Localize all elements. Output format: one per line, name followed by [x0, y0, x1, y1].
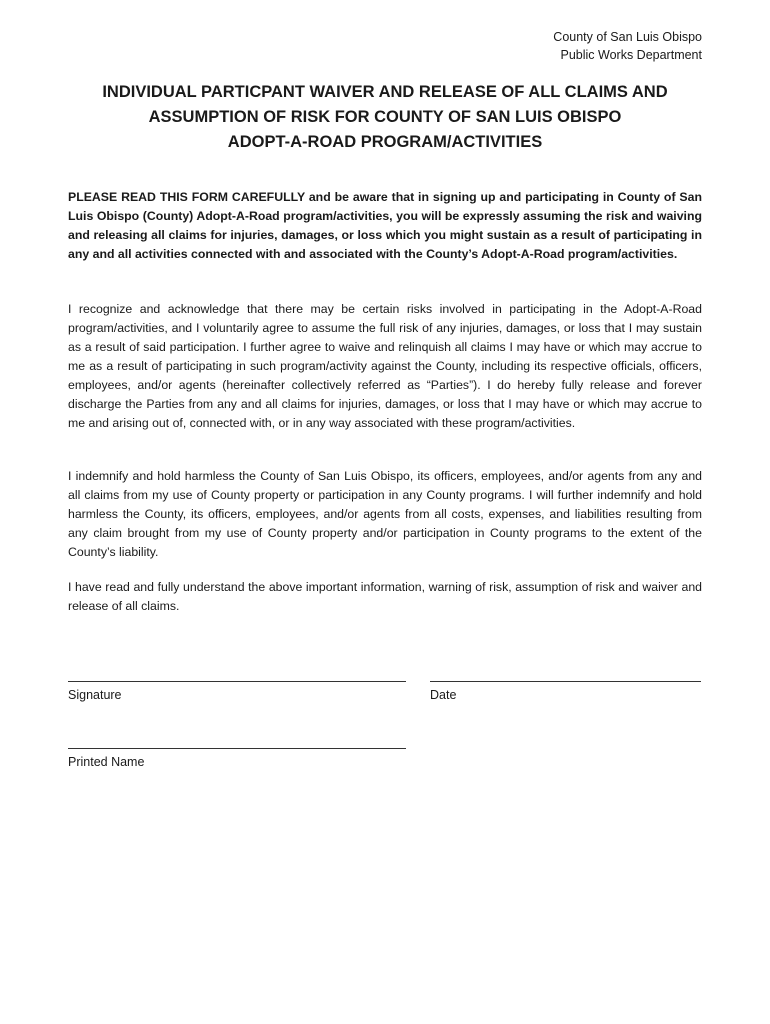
signature-label: Signature — [68, 688, 122, 702]
date-label: Date — [430, 688, 457, 702]
title-line-3: ADOPT-A-ROAD PROGRAM/ACTIVITIES — [227, 133, 543, 151]
header-county: County of San Luis Obispo — [553, 30, 702, 44]
title-line-1: INDIVIDUAL PARTICPANT WAIVER AND RELEASE OF ALL CLAIMS AND — [102, 83, 668, 101]
acknowledgement-paragraph: I recognize and acknowledge that there may be certain risks involved in participating in the Adopt-A-Road program/activities, and I voluntarily agree to assume the full risk of any injuries, damages, or loss that I may sustain as a result of said participation. I further agree to waive and relinquish all claims I may have or which may accrue to me as a result of participating in such program/activity against the County, including its respective officials, officers, employees, and/or agents (hereinafter collectively referred as “Parties”). I do hereby fully release and forever discharge the Parties from any and all claims for injuries, damages, or loss that I may have or which may accrue to me and arising out of, connected with, or in any way associated with these program/activities. — [68, 302, 702, 430]
printed-name-line[interactable] — [68, 748, 406, 749]
header-address — [553, 28, 702, 64]
printed-name-label: Printed Name — [68, 755, 145, 769]
signature-line[interactable] — [68, 681, 406, 682]
title-line-2: ASSUMPTION OF RISK FOR COUNTY OF SAN LUIS OBISPO — [148, 108, 622, 126]
understanding-paragraph: I have read and fully understand the above important information, warning of risk, assumption of risk and waiver and release of all claims. — [68, 580, 702, 613]
date-line[interactable] — [430, 681, 701, 682]
notice-paragraph: PLEASE READ THIS FORM CAREFULLY and be aware that in signing up and participating in County of San Luis Obispo (County) Adopt-A-Road program/activities, you will be expressly assuming the risk and waiving and releasing all claims for injuries, damages, or loss which you might sustain as a result of participating in any and all activities connected with and associated with the County’s Adopt-A-Road program/activities. — [68, 190, 702, 261]
header-department: Public Works Department — [560, 48, 702, 62]
indemnity-paragraph: I indemnify and hold harmless the County of San Luis Obispo, its officers, employees, and/or agents from any and all claims from my use of County property or participation in any County programs. I will further indemnify and hold harmless the County, its officers, employees, and/or agents from all costs, expenses, and liabilities resulting from any claim brought from my use of County property and/or participation in County programs to the extent of the County’s liability. — [68, 469, 702, 559]
document-title — [60, 80, 710, 155]
